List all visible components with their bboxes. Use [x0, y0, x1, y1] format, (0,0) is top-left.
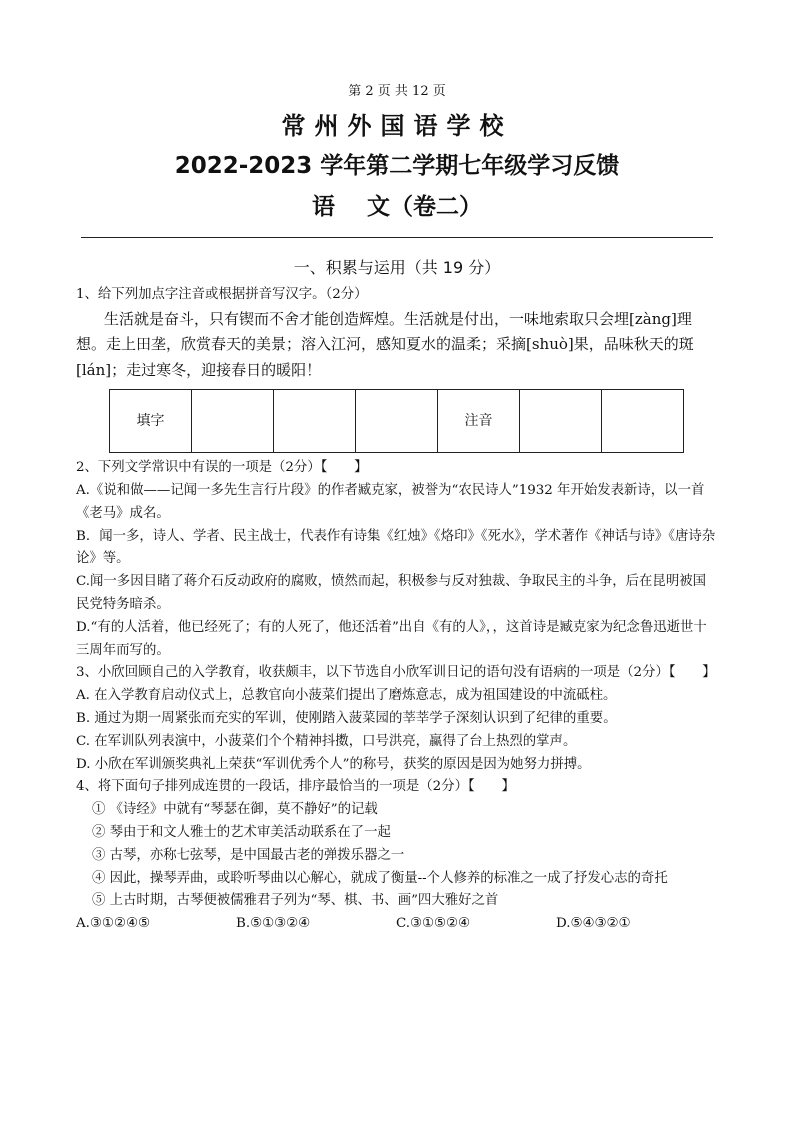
question-3-stem: 3、小欣回顾自己的入学教育，收获颇丰，以下节选自小欣军训日记的语句没有语病的一项是（2分）【 】	[76, 665, 716, 681]
answer-cell[interactable]	[602, 390, 684, 453]
question-2-option-c: C.闻一多因目睹了蒋介石反动政府的腐败，愤然而起，积极参与反对独裁、争取民主的斗争，后在昆明被国民党特务暗杀。	[76, 574, 706, 613]
answer-cell-label-pinyin: 注音	[438, 390, 520, 453]
section-title: 一、积累与运用（共 19 分）	[293, 258, 501, 277]
subject-title: 语 文（卷二）	[311, 194, 482, 220]
question-3-option-c: C. 在军训队列表演中，小菠菜们个个精神抖擞，口号洪亮，赢得了台上热烈的掌声。	[76, 733, 577, 749]
question-3-option-a: A. 在入学教育启动仪式上，总教官向小菠菜们提出了磨炼意志，成为祖国建设的中流砥柱。	[76, 688, 617, 704]
question-1-stem: 1、给下列加点字注音或根据拼音写汉字。（2分）	[76, 287, 368, 302]
question-4-choice-c: C.③①⑤②④	[396, 916, 471, 932]
question-4-sentence-1: ① 《诗经》中就有“琴瑟在御，莫不静好”的记载	[92, 802, 378, 818]
answer-cell[interactable]	[192, 390, 274, 453]
question-4-choice-d: D.⑤④③②①	[556, 916, 631, 932]
question-4-choice-b: B.⑤①③②④	[236, 916, 311, 932]
page-number: 第 2 页 共 12 页	[348, 84, 446, 99]
question-4-sentence-2: ② 琴由于和文人雅士的艺术审美活动联系在了一起	[92, 825, 391, 841]
question-3-option-b: B. 通过为期一周紧张而充实的军训，使刚踏入菠菜园的莘莘学子深刻认识到了纪律的重要。	[76, 711, 617, 727]
question-4-choices	[76, 913, 716, 936]
answer-table	[109, 389, 684, 453]
answer-cell[interactable]	[274, 390, 356, 453]
question-2-option-a: A.《说和做——记闻一多先生言行片段》的作者臧克家，被誉为“农民诗人”1932 年开始发表新诗，以一首《老马》成名。	[76, 483, 705, 521]
question-4-sentence-5: ⑤ 上古时期，古琴便被儒雅君子列为“琴、棋、书、画”四大雅好之首	[92, 893, 499, 909]
question-2-stem: 2、下列文学常识中有误的一项是（2分）【 】	[76, 460, 368, 476]
question-4-choice-a: A.③①②④⑤	[76, 916, 150, 932]
question-2-option-b: B．闻一多，诗人、学者、民主战士，代表作有诗集《红烛》《烙印》《死水》，学术著作《神话与诗》《唐诗杂论》等。	[76, 528, 716, 567]
header-divider	[81, 237, 713, 238]
school-name: 常州外国语学校	[281, 112, 513, 140]
questions	[76, 284, 716, 936]
exam-title: 2022-2023 学年第二学期七年级学习反馈	[174, 153, 620, 179]
answer-cell-label-fill: 填字	[110, 390, 192, 453]
question-1-passage: 生活就是奋斗，只有锲而不舍才能创造辉煌。生活就是付出，一味地索取只会埋[zàng]理想。走上田垄，欣赏春天的美景；溶入江河，感知夏水的温柔；采摘[shuò]果，品味秋天的斑[lán]；走过寒冬，迎接春日的暖阳！	[76, 309, 694, 379]
answer-cell[interactable]	[356, 390, 438, 453]
question-4-sentence-4: ④ 因此，操琴弄曲，或聆听琴曲以心解心，就成了衡量--个人修养的标准之一成了抒发心志的奇托	[92, 870, 668, 886]
question-4-stem: 4、将下面句子排列成连贯的一段话，排序最恰当的一项是（2分）【 】	[76, 779, 515, 795]
question-3-option-d: D. 小欣在军训颁奖典礼上荣获“军训优秀个人”的称号，获奖的原因是因为她努力拼搏。	[76, 756, 591, 772]
question-4-sentence-3: ③ 古琴，亦称七弦琴，是中国最古老的弹拨乐器之一	[92, 847, 405, 863]
question-2-option-d: D.“有的人活着，他已经死了；有的人死了，他还活着”出自《有的人》，，这首诗是臧克家为纪念鲁迅逝世十三周年而写的。	[76, 619, 707, 658]
answer-cell[interactable]	[520, 390, 602, 453]
